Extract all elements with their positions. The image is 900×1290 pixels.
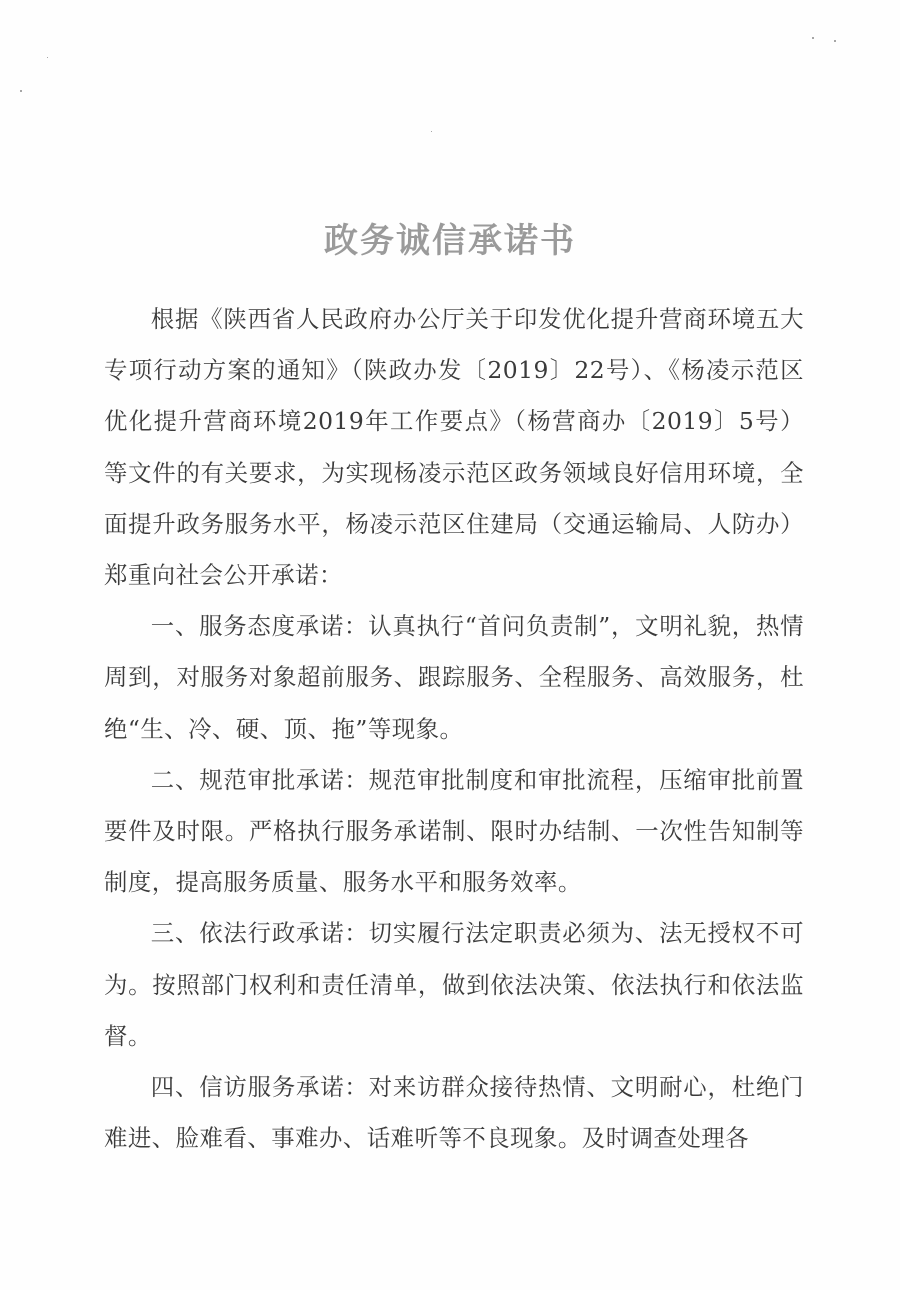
document-body [104,294,804,1164]
scan-speck [20,90,22,92]
commitment-service-attitude: 一、服务态度承诺：认真执行“首问负责制”，文明礼貌，热情周到，对服务对象超前服务、跟踪服务、全程服务、高效服务，杜绝“生、冷、硬、顶、拖”等现象。 [104,612,804,743]
intro-paragraph: 根据《陕西省人民政府办公厅关于印发优化提升营商环境五大专项行动方案的通知》（陕政办发〔2019〕22号）、《杨凌示范区优化提升营商环境2019年工作要点》（杨营商办〔2019〕5号）等文件的有关要求，为实现杨凌示范区政务领域良好信用环境，全面提升政务服务水平，杨凌示范区住建局（交通运输局、人防办）郑重向社会公开承诺： [104,305,804,590]
commitment-approval: 二、规范审批承诺：规范审批制度和审批流程，压缩审批前置要件及时限。严格执行服务承诺制、限时办结制、一次性告知制等制度，提高服务质量、服务水平和服务效率。 [104,765,804,897]
commitment-administration: 三、依法行政承诺：切实履行法定职责必须为、法无授权不可为。按照部门权利和责任清单，做到依法决策、依法执行和依法监督。 [104,919,804,1050]
scan-speck [812,37,814,39]
commitment-petition: 四、信访服务承诺：对来访群众接待热情、文明耐心，杜绝门难进、脸难看、事难办、话难听等不良现象。及时调查处理各 [104,1073,804,1153]
scan-speck [47,57,48,58]
scan-speck [834,40,836,42]
scan-speck [431,131,432,132]
document-title: 政务诚信承诺书 [324,221,576,261]
